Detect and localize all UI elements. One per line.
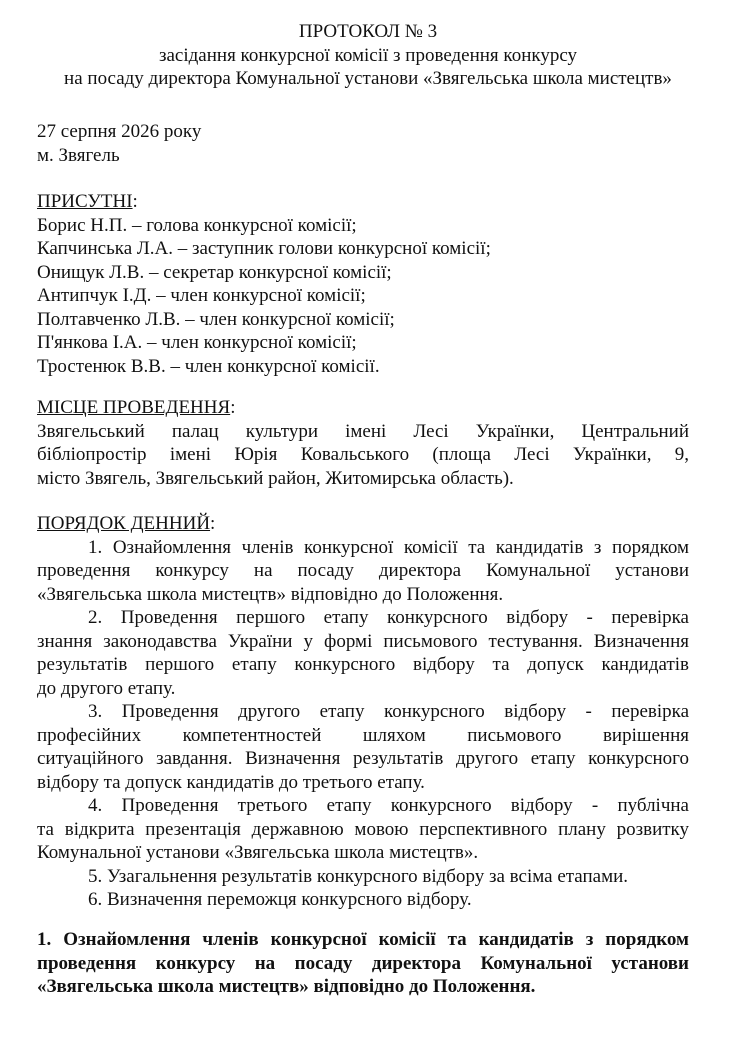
- member-item: Борис Н.П. – голова конкурсної комісії;: [37, 214, 357, 236]
- member-item: П'янкова І.А. – член конкурсної комісії;: [37, 332, 357, 353]
- agenda-item-4: [37, 794, 689, 865]
- agenda-line: результатів першого етапу конкурсного відбору та допуск кандидатів: [37, 654, 689, 675]
- agenda-line: 1. Ознайомлення членів конкурсної комісії та кандидатів з порядком: [88, 536, 689, 558]
- section-1-line: проведення конкурсу на посаду директора Комунальної установи: [37, 952, 689, 974]
- agenda-item-6: [37, 888, 689, 912]
- document-subtitle-line-2: на посаду директора Комунальної установи «Звягельська школа мистецтв»: [64, 68, 672, 89]
- agenda-line: проведення конкурсу на посаду директора Комунальної установи: [37, 560, 689, 581]
- member-item: Антипчук І.Д. – член конкурсної комісії;: [37, 285, 366, 306]
- agenda-line: Комунальної установи «Звягельська школа мистецтв».: [37, 842, 479, 863]
- agenda-line: 4. Проведення третього етапу конкурсного відбору - публічна: [88, 795, 689, 816]
- section-1-line: «Звягельська школа мистецтв» відповідно до Положення.: [37, 976, 536, 997]
- agenda-line: 6. Визначення переможця конкурсного відбору.: [88, 889, 472, 910]
- agenda-section: [37, 512, 689, 912]
- agenda-item-5: [37, 865, 689, 889]
- venue-line: бібліопростір імені Юрія Ковальського (площа Лесі Українки, 9,: [37, 444, 689, 465]
- agenda-line: 2. Проведення першого етапу конкурсного відбору - перевірка: [88, 607, 689, 628]
- meeting-city: м. Звягель: [37, 144, 120, 166]
- document-subtitle-line-1: засідання конкурсної комісії з проведення конкурсу: [158, 44, 578, 66]
- agenda-line: до другого етапу.: [37, 677, 176, 699]
- section-1-line: 1. Ознайомлення членів конкурсної комісії та кандидатів з порядком: [37, 929, 689, 950]
- venue-line: місто Звягель, Звягельський район, Житомирська область).: [37, 467, 514, 489]
- agenda-line: знання законодавства України у формі письмового тестування. Визначення: [37, 630, 689, 652]
- agenda-line: «Звягельська школа мистецтв» відповідно до Положення.: [37, 583, 504, 605]
- meeting-date: 27 серпня 2026 року: [37, 121, 202, 142]
- agenda-line: професійних компетентностей шляхом письмового вирішення: [37, 724, 689, 746]
- venue-line: Звягельський палац культури імені Лесі Українки, Центральний: [37, 420, 689, 442]
- agenda-item-3: [37, 700, 689, 794]
- section-1-heading: [37, 928, 689, 999]
- present-heading: ПРИСУТНІ:: [37, 191, 138, 212]
- member-item: Полтавченко Л.В. – член конкурсної комісії;: [37, 308, 395, 330]
- member-item: Онищук Л.В. – секретар конкурсної комісії;: [37, 261, 392, 283]
- agenda-heading: ПОРЯДОК ДЕННИЙ:: [37, 513, 216, 534]
- present-section: [37, 190, 689, 378]
- agenda-item-2: [37, 606, 689, 700]
- agenda-line: ситуаційного завдання. Визначення результатів другого етапу конкурсного: [37, 748, 689, 769]
- venue-section: [37, 396, 689, 490]
- document-title: ПРОТОКОЛ № 3: [298, 21, 438, 42]
- venue-heading: МІСЦЕ ПРОВЕДЕННЯ:: [37, 397, 236, 418]
- document-header: [0, 20, 736, 91]
- agenda-line: та відкрита презентація державною мовою перспективного плану розвитку: [37, 818, 689, 840]
- member-item: Тростенюк В.В. – член конкурсної комісії.: [37, 355, 380, 377]
- agenda-item-1: [37, 536, 689, 607]
- meta-block: [37, 120, 689, 167]
- agenda-line: 5. Узагальнення результатів конкурсного відбору за всіма етапами.: [88, 865, 629, 887]
- agenda-line: 3. Проведення другого етапу конкурсного відбору - перевірка: [88, 701, 689, 722]
- agenda-line: відбору та допуск кандидатів до третього етапу.: [37, 771, 425, 793]
- member-item: Капчинська Л.А. – заступник голови конкурсної комісії;: [37, 238, 491, 259]
